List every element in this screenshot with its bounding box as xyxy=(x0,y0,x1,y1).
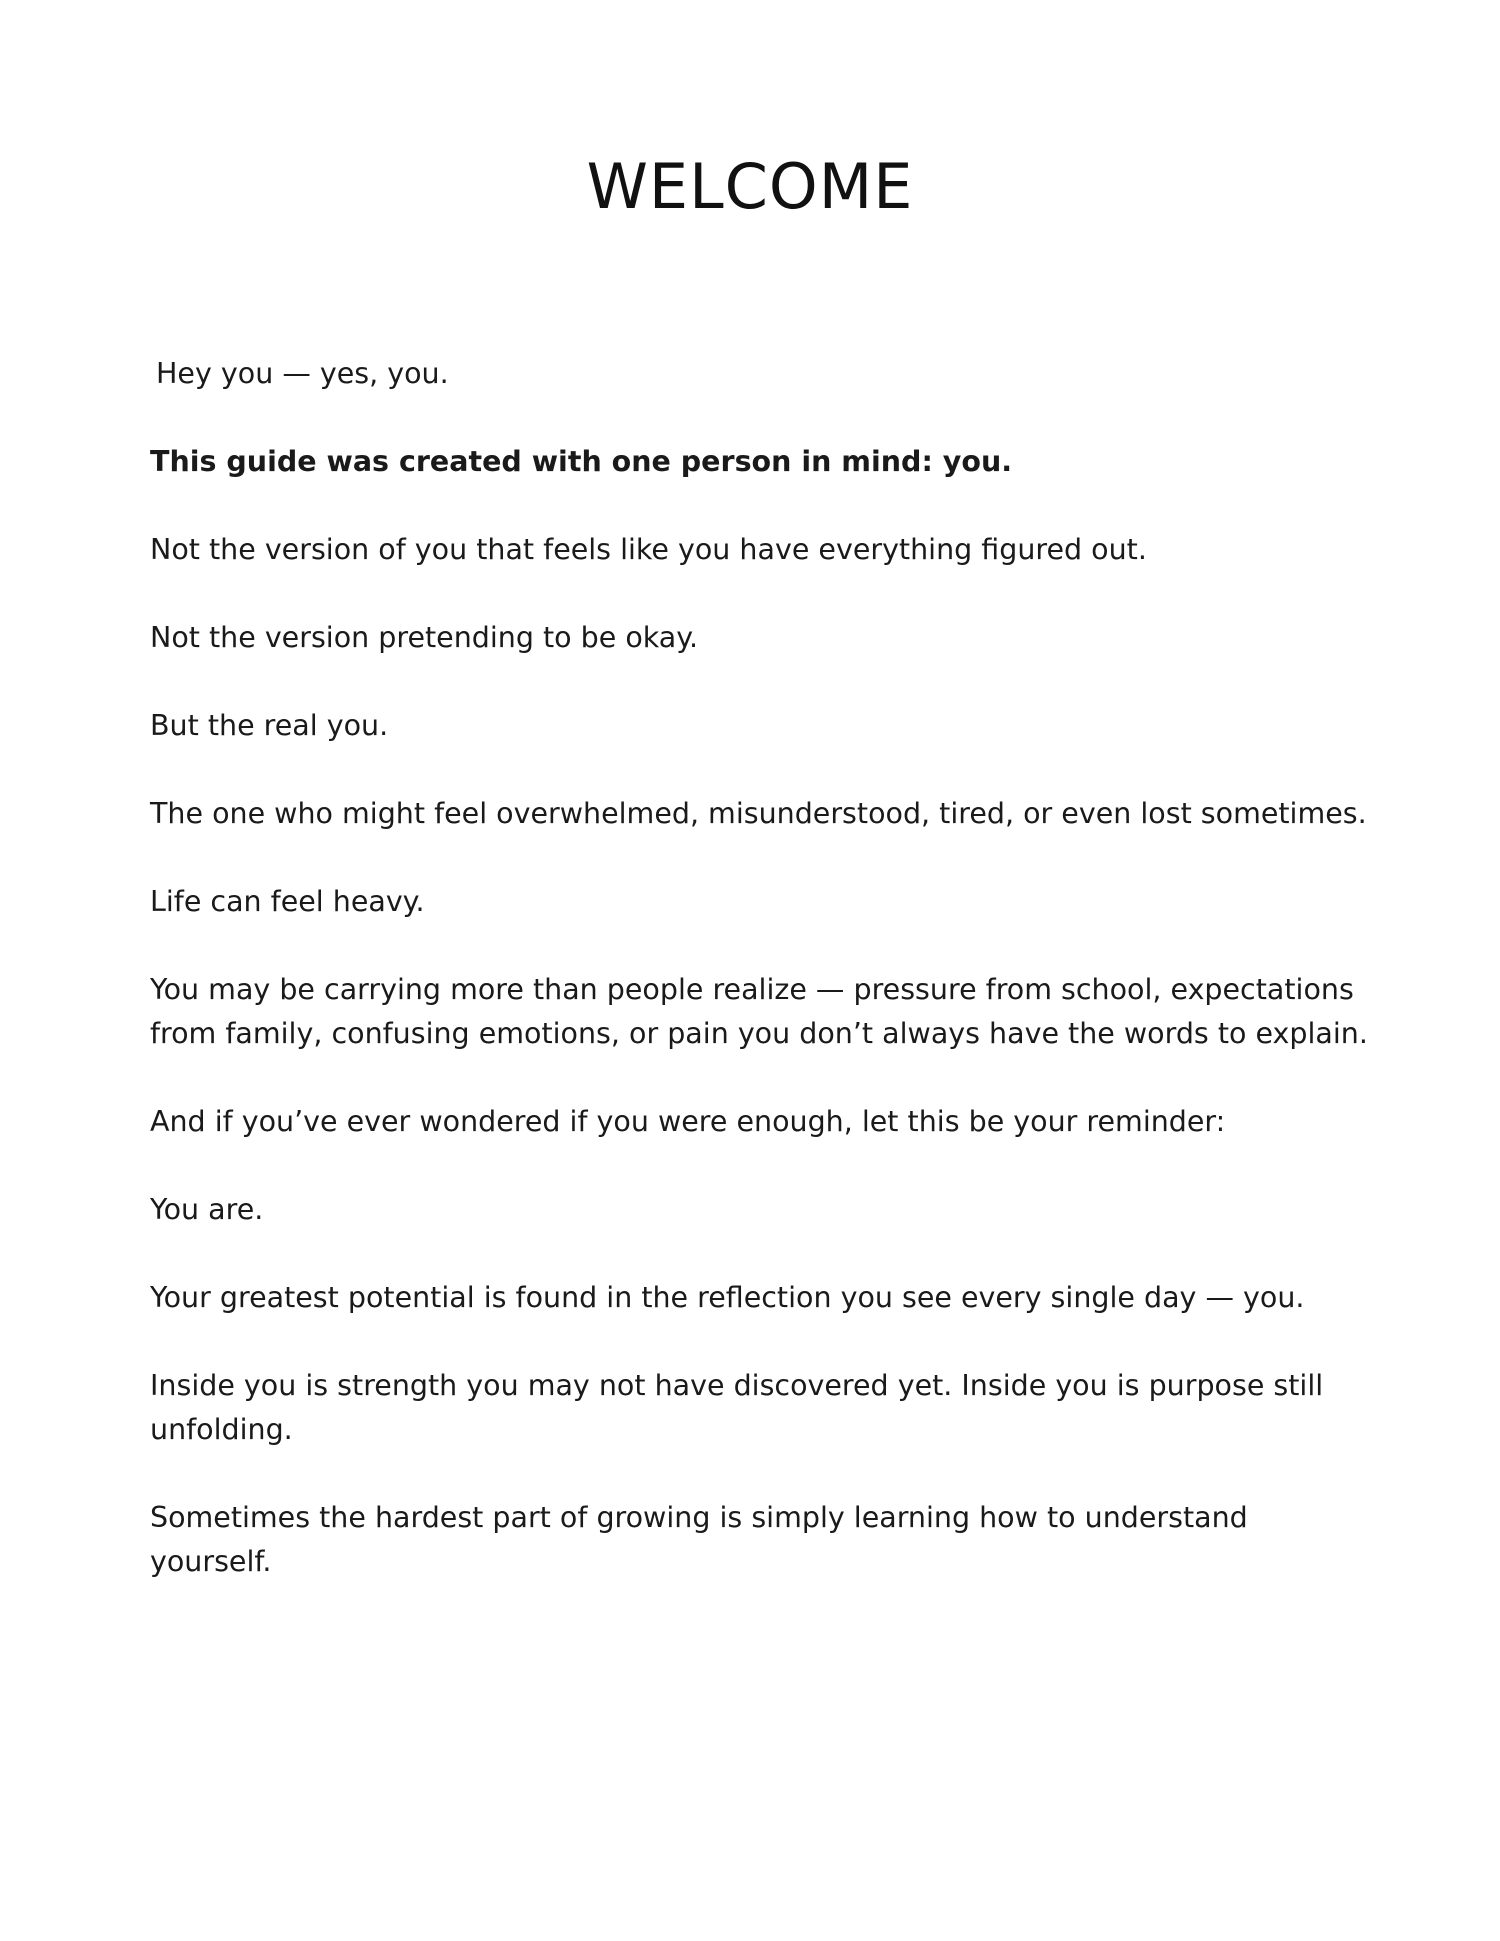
paragraph: The one who might feel overwhelmed, misunderstood, tired, or even lost sometimes. xyxy=(150,797,1367,830)
paragraph-greeting: Hey you — yes, you. xyxy=(156,357,449,390)
paragraph: You are. xyxy=(150,1193,264,1226)
paragraph: Not the version pretending to be okay. xyxy=(150,621,699,654)
paragraph-purpose: This guide was created with one person in mind: you. xyxy=(150,445,1013,478)
paragraph: You may be carrying more than people realize — pressure from school, expectations from family, confusing emotions, or pain you don’t always have the words to explain. xyxy=(150,973,1368,1050)
paragraph: And if you’ve ever wondered if you were enough, let this be your reminder: xyxy=(150,1105,1226,1138)
body-text xyxy=(150,352,1370,1628)
paragraph: Life can feel heavy. xyxy=(150,885,425,918)
paragraph: But the real you. xyxy=(150,709,389,742)
paragraph: Not the version of you that feels like you have everything figured out. xyxy=(150,533,1147,566)
paragraph: Your greatest potential is found in the reflection you see every single day — you. xyxy=(150,1281,1305,1314)
paragraph: Sometimes the hardest part of growing is simply learning how to understand yourself. xyxy=(150,1501,1248,1578)
paragraph: Inside you is strength you may not have discovered yet. Inside you is purpose still unfolding. xyxy=(150,1369,1324,1446)
page-title: WELCOME xyxy=(586,150,914,223)
